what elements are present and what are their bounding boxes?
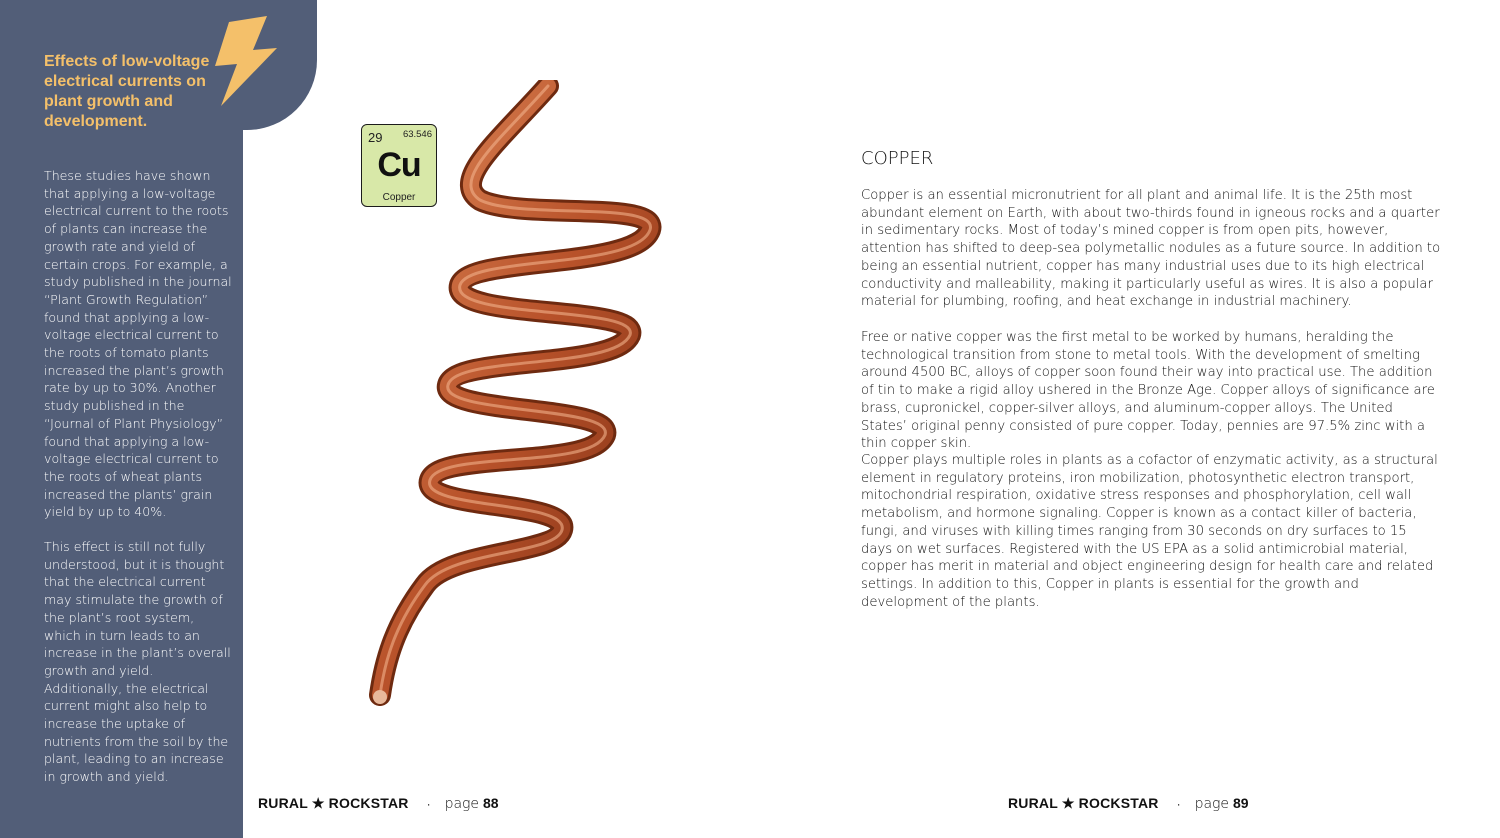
copper-coil-image: [330, 80, 710, 720]
sidebar-paragraph-1: These studies have shown that applying a low-voltage electrical current to the roots of plants can increase the growth rate and yield of certain crops. For example, a study published in the journal “Plant Growth Regulation” found that applying a low-voltage electrical current to the roots of tomato plants increased the plant’s growth rate by up to 30%. Another study published in the “Journal of Plant Physiology” found that applying a low-voltage electrical current to the roots of wheat plants increased the plants’ grain yield by up to 40%.: [44, 168, 232, 520]
main-paragraph-2: Free or native copper was the first metal to be worked by humans, heralding the technological transition from stone to metal tools. With the development of smelting around 4500 BC, alloys of copper soon found their way into practical use. The addition of tin to make a rigid alloy ushered in the Bronze Age. Copper alloys of significance are brass, cupronickel, copper-silver alloys, and aluminum-copper alloys. The United States’ original penny consisted of pure copper. Today, pennies are 97.5% zinc with a thin copper skin.: [861, 330, 1435, 452]
footer-separator: ·: [426, 797, 431, 811]
main-paragraph-1: Copper is an essential micronutrient for all plant and animal life. It is the 25th most abundant element on Earth, with about two-thirds found in igneous rocks and a quarter in sedimentary rocks. Most of today’s mined copper is from open pits, however, attention has shifted to deep-sea polymetallic nodules as a future source. In addition to being an essential nutrient, copper has many industrial uses due to its high electrical conductivity and malleability, making it particularly useful as wires. It is also a popular material for plumbing, roofing, and heat exchange in industrial machinery.: [861, 188, 1441, 310]
brand-name: RURAL ★ ROCKSTAR: [258, 795, 409, 811]
page-number: 88: [482, 795, 499, 811]
footer-right: [1008, 795, 1249, 812]
footer-left: [258, 795, 499, 812]
element-name: Copper: [382, 192, 416, 203]
page-title: COPPER: [861, 148, 934, 169]
page-label: page: [1194, 796, 1230, 812]
page-label: page: [444, 796, 480, 812]
page-number: 89: [1232, 795, 1249, 811]
element-symbol: Cu: [377, 146, 421, 184]
atomic-mass: 63.546: [402, 129, 432, 140]
sidebar-heading: Effects of low-voltage electrical currents on plant growth and development.: [44, 53, 210, 130]
main-paragraph-3: Copper plays multiple roles in plants as a cofactor of enzymatic activity, as a structural element in regulatory proteins, iron mobilization, photosynthetic electron transport, mitochondrial respiration, oxidative stress responses and phosphorylation, cell wall metabolism, and hormone signaling. Copper is known as a contact killer of bacteria, fungi, and viruses with killing times ranging from 30 seconds on dry surfaces to 15 days on wet surfaces. Registered with the US EPA as a solid antimicrobial material, copper has merit in material and object engineering design for health care and related settings. In addition to this, Copper in plants is essential for the growth and development of the plants.: [861, 453, 1438, 610]
brand-name: RURAL ★ ROCKSTAR: [1008, 795, 1159, 811]
sidebar-paragraph-2: This effect is still not fully understood, but it is thought that the electrical current may stimulate the growth of the plant’s root system, which in turn leads to an increase in the plant’s overall growth and yield. Additionally, the electrical current might also help to increase the uptake of nutrients from the soil by the plant, leading to an increase in growth and yield.: [44, 539, 231, 785]
footer-separator: ·: [1176, 797, 1181, 811]
atomic-number: 29: [368, 130, 383, 145]
